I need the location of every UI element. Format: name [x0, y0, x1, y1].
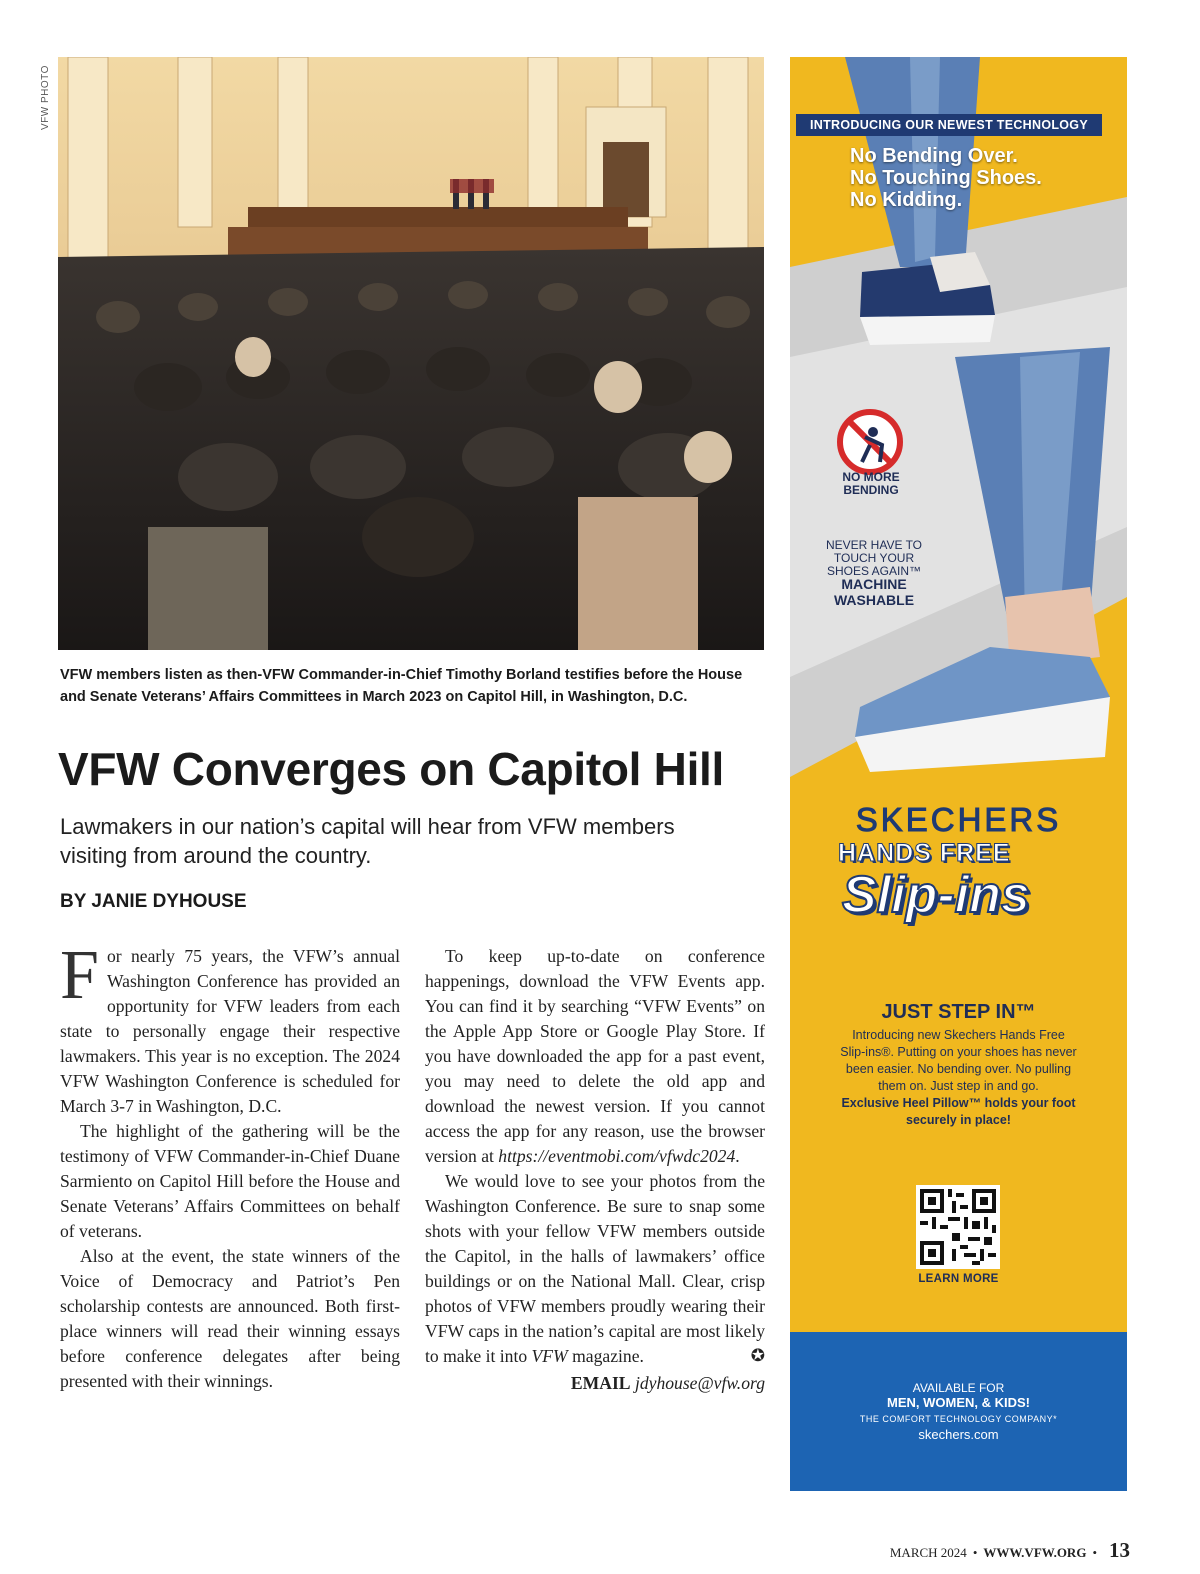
ad-body-text: Introducing new Skechers Hands Free Slip-ins®. Putting on your shoes has never been easier. No bending over. No pulling them on. Just step in and go. Exclusive Heel Pillow™ holds your foot securely in place!	[840, 1028, 1077, 1127]
article-deck: Lawmakers in our nation’s capital will hear from VFW members visiting from around the country.	[60, 814, 675, 868]
end-mark-icon: ✪	[750, 1346, 765, 1366]
article-column-1	[60, 937, 400, 1394]
event-link[interactable]: https://eventmobi.com/vfwdc2024	[498, 1146, 736, 1166]
article-headline: VFW Converges on Capitol Hill	[58, 743, 725, 795]
audience-label: MEN, WOMEN, & KIDS!	[887, 1395, 1030, 1410]
ad-footer-band	[790, 1332, 1127, 1491]
author-email	[425, 1371, 765, 1396]
drop-cap: F	[60, 937, 99, 1014]
email-address[interactable]: jdyhouse@vfw.org	[634, 1373, 765, 1393]
qr-code-icon[interactable]	[916, 1185, 1000, 1269]
ad-tagline: INTRODUCING OUR NEWEST TECHNOLOGY	[796, 114, 1102, 136]
paragraph-3: Also at the event, the state winners of the Voice of Democracy and Patriot’s Pen scholarship contests are announced. Both first-place winners will read their winning essays before conference delegates after being presented with their winnings.	[60, 1246, 400, 1391]
article-byline: BY JANIE DYHOUSE	[60, 891, 247, 912]
skechers-logo: SKECHERS	[855, 801, 1062, 838]
article-column-2	[425, 944, 765, 1396]
page-footer: MARCH 2024 • WWW.VFW.ORG • 13	[889, 1538, 1130, 1562]
just-step-in-heading: JUST STEP IN™	[881, 1001, 1036, 1023]
no-more-bending-label: NO MORE BENDING	[842, 470, 900, 497]
hearing-photo	[58, 57, 764, 650]
site-url[interactable]: WWW.VFW.ORG	[983, 1545, 1087, 1560]
learn-more-label[interactable]: LEARN MORE	[918, 1273, 999, 1285]
machine-washable-label: MACHINE WASHABLE	[833, 576, 915, 608]
paragraph-5: We would love to see your photos from the Washington Conference. Be sure to snap some shots with your fellow VFW members outside the Capitol, in the halls of lawmakers’ office buildings or on the National Mall. Clear, crisp photos of VFW members proudly wearing their VFW caps in the nation’s capital are most likely to make it into VFW magazine. ✪	[425, 1169, 765, 1369]
skechers-url[interactable]: skechers.com	[918, 1427, 999, 1442]
photo-caption: VFW members listen as then-VFW Commander-in-Chief Timothy Borland testifies before the House and Senate Veterans’ Affairs Committees in March 2023 on Capitol Hill, in Washington, D.C.	[60, 667, 743, 705]
issue-date: MARCH 2024	[889, 1545, 967, 1560]
paragraph-1: For nearly 75 years, the VFW’s annual Washington Conference has provided an opportunity for VFW leaders from each state to personally engage their respective lawmakers. This year is no exception. The 2024 VFW Washington Conference is scheduled for March 3-7 in Washington, D.C.	[60, 937, 400, 1116]
available-for-label: AVAILABLE FOR	[912, 1381, 1005, 1395]
hands-free-label: HANDS FREE	[838, 839, 1011, 867]
skechers-advertisement[interactable]	[790, 57, 1127, 1491]
page-number: 13	[1109, 1538, 1130, 1562]
magazine-name: VFW	[531, 1346, 568, 1366]
never-touch-label: NEVER HAVE TO TOUCH YOUR SHOES AGAIN™	[825, 538, 923, 578]
paragraph-4: To keep up-to-date on conference happenings, download the VFW Events app. You can find it by searching “VFW Events” on the Apple App Store or Google Play Store. If you have downloaded the app for a past event, you may need to delete the old app and download the newest version. If you cannot access the app for any reason, use the browser version at https://eventmobi.com/vfwdc2024.	[425, 946, 765, 1166]
heel-pillow-text: Exclusive Heel Pillow™ holds your foot securely in place!	[841, 1096, 1076, 1127]
email-label: EMAIL	[570, 1373, 631, 1393]
slip-ins-logo: Slip-ins	[842, 866, 1030, 924]
company-tagline: THE COMFORT TECHNOLOGY COMPANY*	[859, 1414, 1058, 1424]
photo-credit: VFW PHOTO	[40, 65, 51, 130]
ad-headline: No Bending Over. No Touching Shoes. No Kidding.	[850, 145, 1042, 211]
paragraph-2: The highlight of the gathering will be the testimony of VFW Commander-in-Chief Duane Sarmiento on Capitol Hill before the House and Senate Veterans’ Affairs Committees on behalf of veterans.	[60, 1121, 400, 1241]
